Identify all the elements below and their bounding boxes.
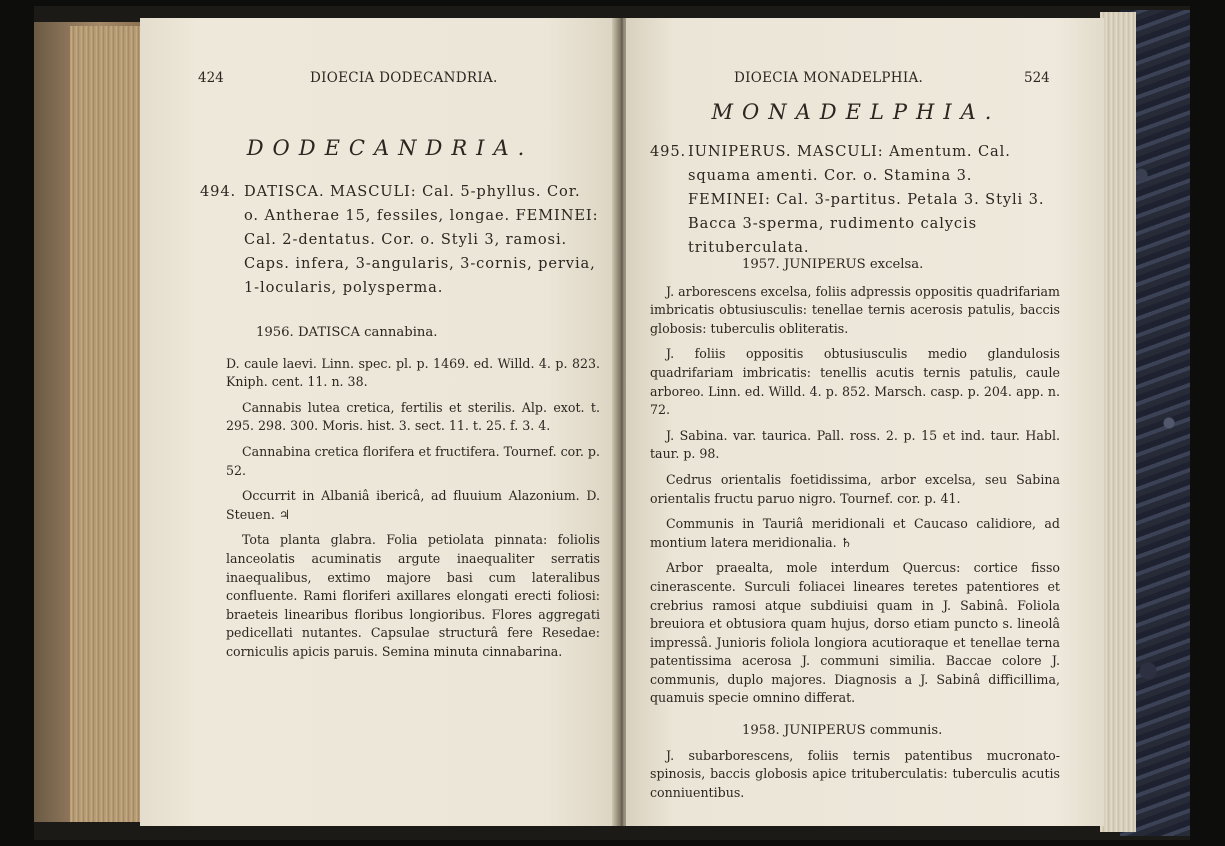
right-page <box>626 18 1104 826</box>
right-genus-number: 495. <box>650 143 687 160</box>
right-species-heading: 1957. JUNIPERUS excelsa. <box>742 257 924 272</box>
right-paragraph: Arbor praealta, mole interdum Quercus: cortice fisso cinerascente. Surculi foliacei lineares teretes patentiores et crebrius ramosi atque subdiuisi quam in J. Sabinâ. Foliola breuiora et obtusiora quam hujus, dorso etiam puncto s. lineolâ impressâ. Junioris foliola longiora acutioraque et tenellae terna patentissima acerosa J. communi similia. Baccae colore J. communis, duplo majores. Diagnosis a J. Sabinâ difficillima, quamuis specie omnino differat. <box>650 560 1060 706</box>
right-species-heading: 1958. JUNIPERUS communis. <box>742 723 943 739</box>
right-section-title: MONADELPHIA. <box>711 100 1001 124</box>
left-paragraph: Tota planta glabra. Folia petiolata pinnata: foliolis lanceolatis acuminatis argute inaequaliter serratis inaequalibus, extimo majore basi cum lateralibus confluente. Rami floriferi axillares elongati erecti foliosi: braeteis linearibus floribus longioribus. Flores aggregati pedicellati nutantes. Capsulae structurâ fere Resedae: corniculis apicis paruis. Semina minuta cinnabarina. <box>226 532 600 659</box>
left-paragraph: Cannabis lutea cretica, fertilis et sterilis. Alp. exot. t. 295. 298. 300. Moris. hist. 3. sect. 11. t. 25. f. 3. 4. <box>226 399 600 434</box>
right-page-edges <box>1100 12 1136 832</box>
right-paragraph: J. subarborescens, foliis ternis patentibus mucronato-spinosis, baccis globosis apice trituberculatis: tuberculis acutis conniuentibus. <box>650 747 1060 800</box>
left-paragraph: Cannabina cretica florifera et fructifera. Tournef. cor. p. 52. <box>226 443 600 478</box>
right-running-head: DIOECIA MONADELPHIA. <box>734 70 924 86</box>
left-genus-text: DATISCA. MASCULI: Cal. 5-phyllus. Cor. o. Antherae 15, fessiles, longae. FEMINEI: Cal. 2-dentatus. Cor. o. Styli 3, ramosi. Caps. infera, 3-angularis, 3-cornis, pervia, 1-locularis, polysperma. <box>244 183 599 296</box>
left-page <box>140 18 618 826</box>
left-page-edges <box>70 26 142 822</box>
left-section-title: DODECANDRIA. <box>246 136 534 160</box>
right-paragraph: J. arborescens excelsa, foliis adpressis oppositis quadrifariam imbricatis obtusiusculis: tenellae ternis acerosis patulis, baccis globosis: tuberculis obliteratis. <box>650 283 1060 336</box>
right-paragraph: Cedrus orientalis foetidissima, arbor excelsa, seu Sabina orientalis fructu paruo nigro. Tournef. cor. p. 41. <box>650 471 1060 506</box>
right-paragraph: Communis in Tauriâ meridionali et Caucaso calidiore, ad montium latera meridionalia. ♄ <box>650 516 1060 550</box>
left-paragraph: D. caule laevi. Linn. spec. pl. p. 1469. ed. Willd. 4. p. 823. Kniph. cent. 11. n. 38. <box>226 355 600 390</box>
left-page-number: 424 <box>198 70 224 86</box>
left-running-head: DIOECIA DODECANDRIA. <box>310 70 498 86</box>
left-genus-number: 494. <box>200 183 237 200</box>
right-species-block <box>650 256 1060 809</box>
left-paragraph: Occurrit in Albaniâ ibericâ, ad fluuium Alazonium. D. Steuen. ♃ <box>226 488 600 522</box>
right-paragraph: J. foliis oppositis obtusiusculis medio glandulosis quadrifariam imbricatis: tenellis acutis ternis patulis, caule arboreo. Linn. ed. Willd. 4. p. 852. Marsch. casp. p. 204. app. n. 72. <box>650 346 1060 418</box>
left-species-block <box>226 324 600 669</box>
left-species-heading: 1956. DATISCA cannabina. <box>256 325 438 340</box>
right-paragraph: J. Sabina. var. taurica. Pall. ross. 2. p. 15 et ind. taur. Habl. taur. p. 98. <box>650 427 1060 462</box>
right-page-number: 524 <box>1024 70 1050 86</box>
right-genus-text: IUNIPERUS. MASCULI: Amentum. Cal. squama amenti. Cor. o. Stamina 3. FEMINEI: Cal. 3-partitus. Petala 3. Styli 3. Bacca 3-sperma, rudimento calycis trituberculata. <box>688 143 1045 256</box>
left-genus-entry <box>200 180 600 300</box>
right-genus-entry <box>650 140 1060 260</box>
